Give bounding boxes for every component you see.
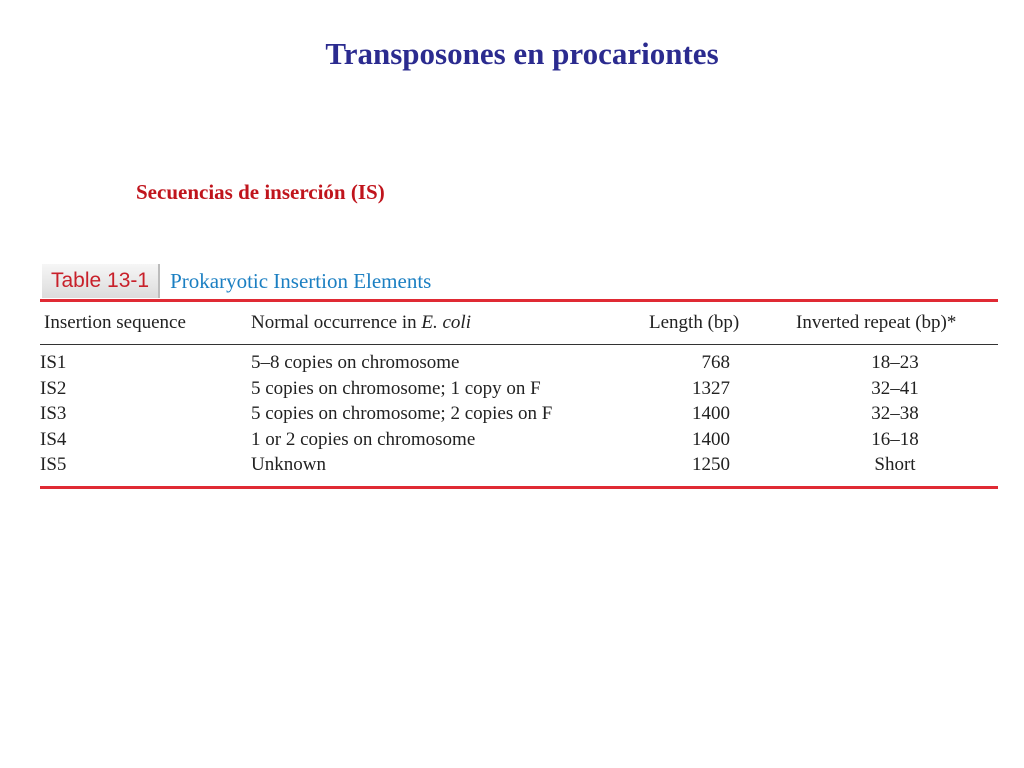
table-header-rule bbox=[40, 344, 998, 345]
header-organism: E. coli bbox=[421, 312, 471, 333]
table-row bbox=[40, 454, 998, 480]
cell-inverted-repeat: 32–38 bbox=[871, 403, 919, 424]
slide-title: Transposones en procariontes bbox=[325, 36, 719, 71]
cell-inverted-repeat: 18–23 bbox=[871, 352, 919, 373]
cell-inverted-repeat: 32–41 bbox=[871, 377, 919, 399]
header-length: Length (bp) bbox=[649, 312, 740, 333]
table-body bbox=[40, 352, 998, 480]
header-inverted-repeat: Inverted repeat (bp)* bbox=[796, 312, 957, 333]
cell-occurrence: 5 copies on chromosome; 1 copy on F bbox=[251, 377, 541, 399]
cell-inverted-repeat: Short bbox=[874, 454, 916, 475]
cell-occurrence: 1 or 2 copies on chromosome bbox=[251, 428, 476, 450]
cell-length: 1250 bbox=[692, 454, 730, 475]
table-caption: Prokaryotic Insertion Elements bbox=[170, 269, 432, 293]
cell-occurrence: Unknown bbox=[251, 454, 326, 475]
table-row bbox=[40, 403, 998, 429]
cell-name: IS4 bbox=[40, 428, 67, 450]
cell-length: 768 bbox=[701, 352, 730, 373]
cell-name: IS1 bbox=[40, 352, 67, 373]
cell-occurrence: 5 copies on chromosome; 2 copies on F bbox=[251, 403, 553, 424]
cell-name: IS3 bbox=[40, 403, 67, 424]
table-column-headers bbox=[40, 312, 998, 340]
table-row bbox=[40, 378, 998, 404]
header-normal-occurrence bbox=[251, 312, 471, 334]
table-bottom-rule bbox=[40, 486, 998, 489]
cell-inverted-repeat: 16–18 bbox=[871, 428, 919, 450]
cell-length: 1327 bbox=[692, 377, 730, 399]
cell-occurrence: 5–8 copies on chromosome bbox=[251, 352, 460, 373]
cell-length: 1400 bbox=[692, 403, 730, 424]
cell-length: 1400 bbox=[692, 428, 730, 450]
cell-name: IS5 bbox=[40, 454, 67, 475]
header-insertion-sequence: Insertion sequence bbox=[44, 312, 186, 333]
table-header bbox=[42, 263, 431, 299]
table-number-label: Table 13-1 bbox=[42, 264, 160, 298]
table-top-rule bbox=[40, 299, 998, 302]
slide-subtitle: Secuencias de inserción (IS) bbox=[136, 180, 385, 204]
header-normal-occurrence-prefix: Normal occurrence in bbox=[251, 312, 422, 333]
table-row bbox=[40, 429, 998, 455]
cell-name: IS2 bbox=[40, 377, 67, 399]
table-row bbox=[40, 352, 998, 378]
